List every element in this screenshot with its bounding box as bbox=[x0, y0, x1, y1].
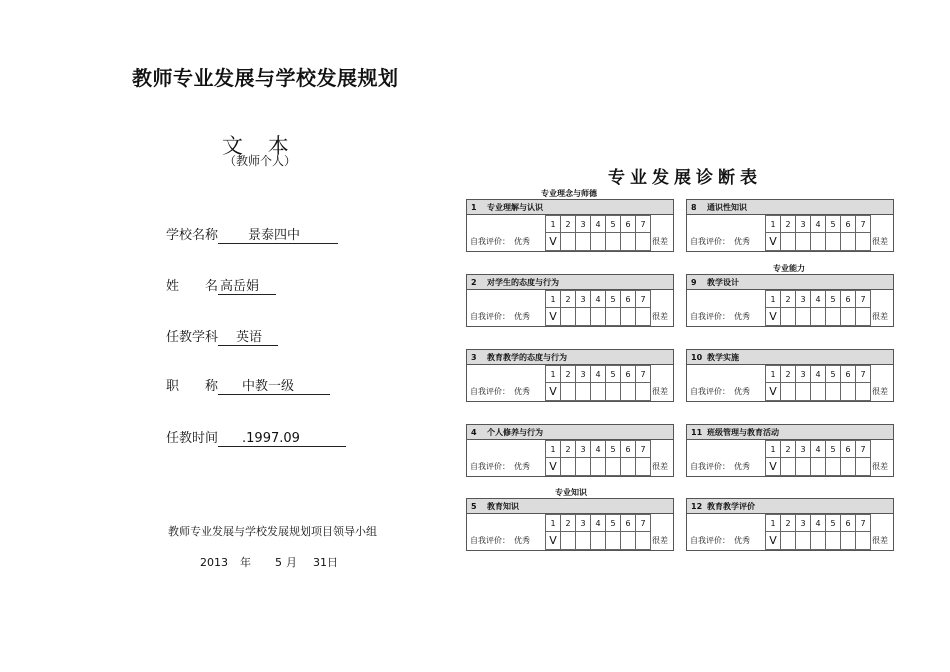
card-header bbox=[687, 425, 893, 440]
rating-cell[interactable] bbox=[826, 308, 841, 326]
field-school bbox=[166, 224, 338, 244]
rating-card bbox=[466, 199, 674, 252]
rating-card bbox=[466, 274, 674, 327]
scale-number: 5 bbox=[606, 291, 621, 308]
card-header bbox=[467, 200, 673, 215]
scale-number: 2 bbox=[561, 216, 576, 233]
rating-card bbox=[466, 498, 674, 551]
document-title: 教师专业发展与学校发展规划 bbox=[132, 66, 399, 90]
scale-number: 7 bbox=[636, 216, 651, 233]
rating-cell[interactable] bbox=[591, 308, 606, 326]
scale-number: 3 bbox=[576, 291, 591, 308]
rating-cell[interactable] bbox=[781, 383, 796, 401]
rating-cell[interactable] bbox=[546, 308, 561, 326]
scale-number: 2 bbox=[561, 441, 576, 458]
group-label: 专业理念与师德 bbox=[541, 189, 597, 198]
scale-number: 7 bbox=[636, 515, 651, 532]
scale-number: 2 bbox=[561, 291, 576, 308]
scale-number: 1 bbox=[766, 291, 781, 308]
rating-cell[interactable] bbox=[621, 308, 636, 326]
card-number: 4 bbox=[471, 428, 477, 437]
rating-card bbox=[686, 199, 894, 252]
rating-cell[interactable] bbox=[841, 233, 856, 251]
poor-label: 很差 bbox=[652, 312, 668, 321]
rating-cell[interactable] bbox=[766, 532, 781, 550]
rating-cell[interactable] bbox=[796, 458, 811, 476]
scale-number: 7 bbox=[856, 441, 871, 458]
rating-cell[interactable] bbox=[636, 383, 651, 401]
rating-cell[interactable] bbox=[811, 308, 826, 326]
rating-cell[interactable] bbox=[561, 308, 576, 326]
scale-number: 1 bbox=[766, 515, 781, 532]
card-header bbox=[687, 499, 893, 514]
scale-number: 3 bbox=[576, 515, 591, 532]
scale-number: 3 bbox=[576, 366, 591, 383]
scale-number: 3 bbox=[796, 441, 811, 458]
card-header bbox=[687, 350, 893, 365]
check-mark-icon: V bbox=[549, 235, 557, 248]
rating-cell[interactable] bbox=[546, 233, 561, 251]
rating-card bbox=[686, 424, 894, 477]
field-name bbox=[166, 275, 276, 295]
date-year-unit: 年 bbox=[240, 556, 251, 569]
check-mark-icon: V bbox=[549, 534, 557, 547]
scale-number: 4 bbox=[811, 515, 826, 532]
rating-cell[interactable] bbox=[781, 308, 796, 326]
check-mark-icon: V bbox=[549, 310, 557, 323]
card-header bbox=[687, 275, 893, 290]
scale-number: 7 bbox=[636, 441, 651, 458]
card-name: 个人修养与行为 bbox=[487, 428, 543, 437]
rating-cell[interactable] bbox=[576, 458, 591, 476]
scale-number: 4 bbox=[591, 366, 606, 383]
self-evaluation-label: 自我评价： 优秀 bbox=[690, 237, 750, 246]
rating-card bbox=[686, 498, 894, 551]
scale-number: 1 bbox=[546, 441, 561, 458]
rating-cell[interactable] bbox=[796, 308, 811, 326]
rating-cell[interactable] bbox=[841, 532, 856, 550]
rating-cell[interactable] bbox=[766, 233, 781, 251]
card-number: 9 bbox=[691, 278, 697, 287]
rating-card bbox=[466, 424, 674, 477]
scale-number: 3 bbox=[796, 515, 811, 532]
rating-cell[interactable] bbox=[561, 233, 576, 251]
scale-number: 5 bbox=[826, 441, 841, 458]
scale-number: 1 bbox=[546, 366, 561, 383]
card-name: 班级管理与教育活动 bbox=[707, 428, 779, 437]
scale-number: 1 bbox=[766, 441, 781, 458]
rating-cell[interactable] bbox=[856, 532, 871, 550]
check-mark-icon: V bbox=[769, 385, 777, 398]
rating-cell[interactable] bbox=[826, 532, 841, 550]
scale-number: 2 bbox=[781, 291, 796, 308]
rating-cell[interactable] bbox=[606, 458, 621, 476]
scale-number: 4 bbox=[811, 441, 826, 458]
self-evaluation-label: 自我评价： 优秀 bbox=[470, 237, 530, 246]
scale-number: 4 bbox=[591, 441, 606, 458]
date-line bbox=[200, 554, 350, 570]
date-day: 31日 bbox=[313, 556, 338, 569]
rating-cell[interactable] bbox=[576, 383, 591, 401]
scale-number: 7 bbox=[856, 216, 871, 233]
rating-cell[interactable] bbox=[621, 458, 636, 476]
rating-cell[interactable] bbox=[856, 383, 871, 401]
rating-cell[interactable] bbox=[621, 233, 636, 251]
field-label: 任教学科 bbox=[166, 330, 219, 345]
scale-number: 1 bbox=[546, 515, 561, 532]
rating-cell[interactable] bbox=[636, 308, 651, 326]
rating-cell[interactable] bbox=[606, 233, 621, 251]
rating-cell[interactable] bbox=[576, 532, 591, 550]
card-name: 专业理解与认识 bbox=[487, 203, 543, 212]
card-number: 2 bbox=[471, 278, 477, 287]
date-month-unit: 月 bbox=[286, 556, 297, 569]
poor-label: 很差 bbox=[652, 462, 668, 471]
rating-scale bbox=[765, 514, 871, 550]
scale-number: 5 bbox=[606, 515, 621, 532]
rating-scale bbox=[545, 290, 651, 326]
rating-scale bbox=[545, 440, 651, 476]
scale-number: 5 bbox=[826, 366, 841, 383]
field-label: 任教时间 bbox=[166, 431, 219, 446]
scale-number: 6 bbox=[841, 216, 856, 233]
scale-number: 1 bbox=[766, 216, 781, 233]
card-header bbox=[467, 350, 673, 365]
scale-number: 5 bbox=[826, 515, 841, 532]
poor-label: 很差 bbox=[872, 237, 888, 246]
rating-card bbox=[686, 349, 894, 402]
rating-cell[interactable] bbox=[841, 383, 856, 401]
scale-number: 6 bbox=[841, 515, 856, 532]
rating-cell[interactable] bbox=[561, 458, 576, 476]
field-value: 景泰四中 bbox=[218, 228, 338, 244]
scale-number: 1 bbox=[766, 366, 781, 383]
rating-cell[interactable] bbox=[621, 532, 636, 550]
scale-number: 4 bbox=[811, 291, 826, 308]
rating-cell[interactable] bbox=[826, 458, 841, 476]
check-mark-icon: V bbox=[769, 310, 777, 323]
date-month: 5 bbox=[275, 556, 282, 569]
scale-number: 1 bbox=[546, 216, 561, 233]
rating-cell[interactable] bbox=[781, 233, 796, 251]
field-label: 职 称 bbox=[166, 379, 219, 394]
check-mark-icon: V bbox=[549, 385, 557, 398]
organization: 教师专业发展与学校发展规划项目领导小组 bbox=[168, 525, 377, 538]
card-header bbox=[467, 425, 673, 440]
rating-scale bbox=[765, 365, 871, 401]
heading-char-wen: 文 bbox=[222, 134, 243, 158]
card-number: 11 bbox=[691, 428, 703, 437]
card-header bbox=[687, 200, 893, 215]
poor-label: 很差 bbox=[872, 312, 888, 321]
rating-cell[interactable] bbox=[591, 383, 606, 401]
poor-label: 很差 bbox=[872, 462, 888, 471]
field-value: .1997.09 bbox=[218, 431, 346, 447]
rating-cell[interactable] bbox=[606, 532, 621, 550]
scale-number: 7 bbox=[636, 366, 651, 383]
self-evaluation-label: 自我评价： 优秀 bbox=[470, 387, 530, 396]
field-teaching-since bbox=[166, 427, 346, 447]
heading-char-ben: 本 bbox=[267, 134, 289, 158]
field-label: 学校名称 bbox=[166, 228, 219, 243]
scale-number: 5 bbox=[606, 441, 621, 458]
card-number: 1 bbox=[471, 203, 477, 212]
field-value: 英语 bbox=[218, 330, 278, 346]
rating-card bbox=[466, 349, 674, 402]
rating-scale bbox=[545, 514, 651, 550]
scale-number: 5 bbox=[606, 216, 621, 233]
rating-cell[interactable] bbox=[841, 308, 856, 326]
rating-cell[interactable] bbox=[766, 308, 781, 326]
rating-cell[interactable] bbox=[546, 458, 561, 476]
field-title bbox=[166, 375, 330, 395]
self-evaluation-label: 自我评价： 优秀 bbox=[690, 387, 750, 396]
rating-cell[interactable] bbox=[856, 458, 871, 476]
self-evaluation-label: 自我评价： 优秀 bbox=[690, 462, 750, 471]
self-evaluation-label: 自我评价： 优秀 bbox=[470, 462, 530, 471]
check-mark-icon: V bbox=[769, 534, 777, 547]
diagnosis-title: 专业发展诊断表 bbox=[608, 168, 762, 188]
check-mark-icon: V bbox=[549, 460, 557, 473]
card-name: 教育教学评价 bbox=[707, 502, 755, 511]
poor-label: 很差 bbox=[652, 387, 668, 396]
subtitle: （教师个人） bbox=[224, 154, 297, 168]
rating-cell[interactable] bbox=[826, 383, 841, 401]
scale-number: 6 bbox=[621, 515, 636, 532]
rating-cell[interactable] bbox=[826, 233, 841, 251]
rating-cell[interactable] bbox=[811, 233, 826, 251]
rating-cell[interactable] bbox=[796, 383, 811, 401]
rating-cell[interactable] bbox=[636, 233, 651, 251]
self-evaluation-label: 自我评价： 优秀 bbox=[470, 312, 530, 321]
self-evaluation-label: 自我评价： 优秀 bbox=[470, 536, 530, 545]
scale-number: 5 bbox=[606, 366, 621, 383]
scale-number: 2 bbox=[781, 441, 796, 458]
scale-number: 4 bbox=[811, 216, 826, 233]
field-value: 高岳娟 bbox=[218, 279, 276, 295]
card-name: 教育教学的态度与行为 bbox=[487, 353, 567, 362]
rating-cell[interactable] bbox=[766, 383, 781, 401]
self-evaluation-label: 自我评价： 优秀 bbox=[690, 536, 750, 545]
rating-cell[interactable] bbox=[606, 383, 621, 401]
rating-scale bbox=[545, 365, 651, 401]
scale-number: 2 bbox=[561, 515, 576, 532]
rating-scale bbox=[545, 215, 651, 251]
rating-cell[interactable] bbox=[576, 308, 591, 326]
check-mark-icon: V bbox=[769, 235, 777, 248]
field-label: 姓 名 bbox=[166, 279, 219, 294]
scale-number: 2 bbox=[781, 515, 796, 532]
rating-cell[interactable] bbox=[856, 308, 871, 326]
card-header bbox=[467, 275, 673, 290]
scale-number: 2 bbox=[561, 366, 576, 383]
rating-cell[interactable] bbox=[636, 532, 651, 550]
scale-number: 3 bbox=[796, 216, 811, 233]
scale-number: 1 bbox=[546, 291, 561, 308]
rating-cell[interactable] bbox=[856, 233, 871, 251]
field-subject bbox=[166, 326, 278, 346]
scale-number: 4 bbox=[591, 216, 606, 233]
rating-scale bbox=[765, 215, 871, 251]
scale-number: 6 bbox=[841, 366, 856, 383]
scale-number: 7 bbox=[856, 515, 871, 532]
rating-cell[interactable] bbox=[546, 532, 561, 550]
rating-scale bbox=[765, 440, 871, 476]
scale-number: 2 bbox=[781, 366, 796, 383]
date-year: 2013 bbox=[200, 556, 228, 569]
rating-cell[interactable] bbox=[591, 532, 606, 550]
scale-number: 5 bbox=[826, 291, 841, 308]
rating-cell[interactable] bbox=[781, 532, 796, 550]
check-mark-icon: V bbox=[769, 460, 777, 473]
rating-cell[interactable] bbox=[796, 532, 811, 550]
rating-cell[interactable] bbox=[811, 383, 826, 401]
group-label: 专业能力 bbox=[773, 264, 805, 273]
scale-number: 6 bbox=[841, 291, 856, 308]
scale-number: 5 bbox=[826, 216, 841, 233]
rating-card bbox=[686, 274, 894, 327]
rating-cell[interactable] bbox=[621, 383, 636, 401]
scale-number: 3 bbox=[796, 366, 811, 383]
scale-number: 4 bbox=[591, 291, 606, 308]
scale-number: 7 bbox=[856, 366, 871, 383]
scale-number: 7 bbox=[856, 291, 871, 308]
rating-cell[interactable] bbox=[781, 458, 796, 476]
card-number: 12 bbox=[691, 502, 703, 511]
scale-number: 4 bbox=[591, 515, 606, 532]
rating-cell[interactable] bbox=[576, 233, 591, 251]
card-name: 通识性知识 bbox=[707, 203, 747, 212]
card-number: 10 bbox=[691, 353, 703, 362]
scale-number: 7 bbox=[636, 291, 651, 308]
rating-cell[interactable] bbox=[636, 458, 651, 476]
scale-number: 3 bbox=[796, 291, 811, 308]
card-name: 对学生的态度与行为 bbox=[487, 278, 559, 287]
scale-number: 6 bbox=[621, 366, 636, 383]
rating-cell[interactable] bbox=[561, 532, 576, 550]
scale-number: 6 bbox=[621, 441, 636, 458]
scale-number: 6 bbox=[841, 441, 856, 458]
rating-cell[interactable] bbox=[766, 458, 781, 476]
rating-cell[interactable] bbox=[561, 383, 576, 401]
card-number: 5 bbox=[471, 502, 477, 511]
scale-number: 3 bbox=[576, 441, 591, 458]
rating-scale bbox=[765, 290, 871, 326]
card-name: 教学实施 bbox=[707, 353, 739, 362]
self-evaluation-label: 自我评价： 优秀 bbox=[690, 312, 750, 321]
poor-label: 很差 bbox=[872, 536, 888, 545]
card-name: 教育知识 bbox=[487, 502, 519, 511]
scale-number: 6 bbox=[621, 291, 636, 308]
poor-label: 很差 bbox=[652, 536, 668, 545]
rating-cell[interactable] bbox=[591, 458, 606, 476]
scale-number: 6 bbox=[621, 216, 636, 233]
rating-cell[interactable] bbox=[811, 532, 826, 550]
group-label: 专业知识 bbox=[555, 488, 587, 497]
card-number: 3 bbox=[471, 353, 477, 362]
scale-number: 4 bbox=[811, 366, 826, 383]
card-header bbox=[467, 499, 673, 514]
card-name: 教学设计 bbox=[707, 278, 739, 287]
poor-label: 很差 bbox=[652, 237, 668, 246]
rating-cell[interactable] bbox=[796, 233, 811, 251]
field-value: 中教一级 bbox=[218, 379, 330, 395]
rating-cell[interactable] bbox=[841, 458, 856, 476]
scale-number: 3 bbox=[576, 216, 591, 233]
rating-cell[interactable] bbox=[606, 308, 621, 326]
card-number: 8 bbox=[691, 203, 697, 212]
scale-number: 2 bbox=[781, 216, 796, 233]
rating-cell[interactable] bbox=[811, 458, 826, 476]
rating-cell[interactable] bbox=[546, 383, 561, 401]
poor-label: 很差 bbox=[872, 387, 888, 396]
rating-cell[interactable] bbox=[591, 233, 606, 251]
